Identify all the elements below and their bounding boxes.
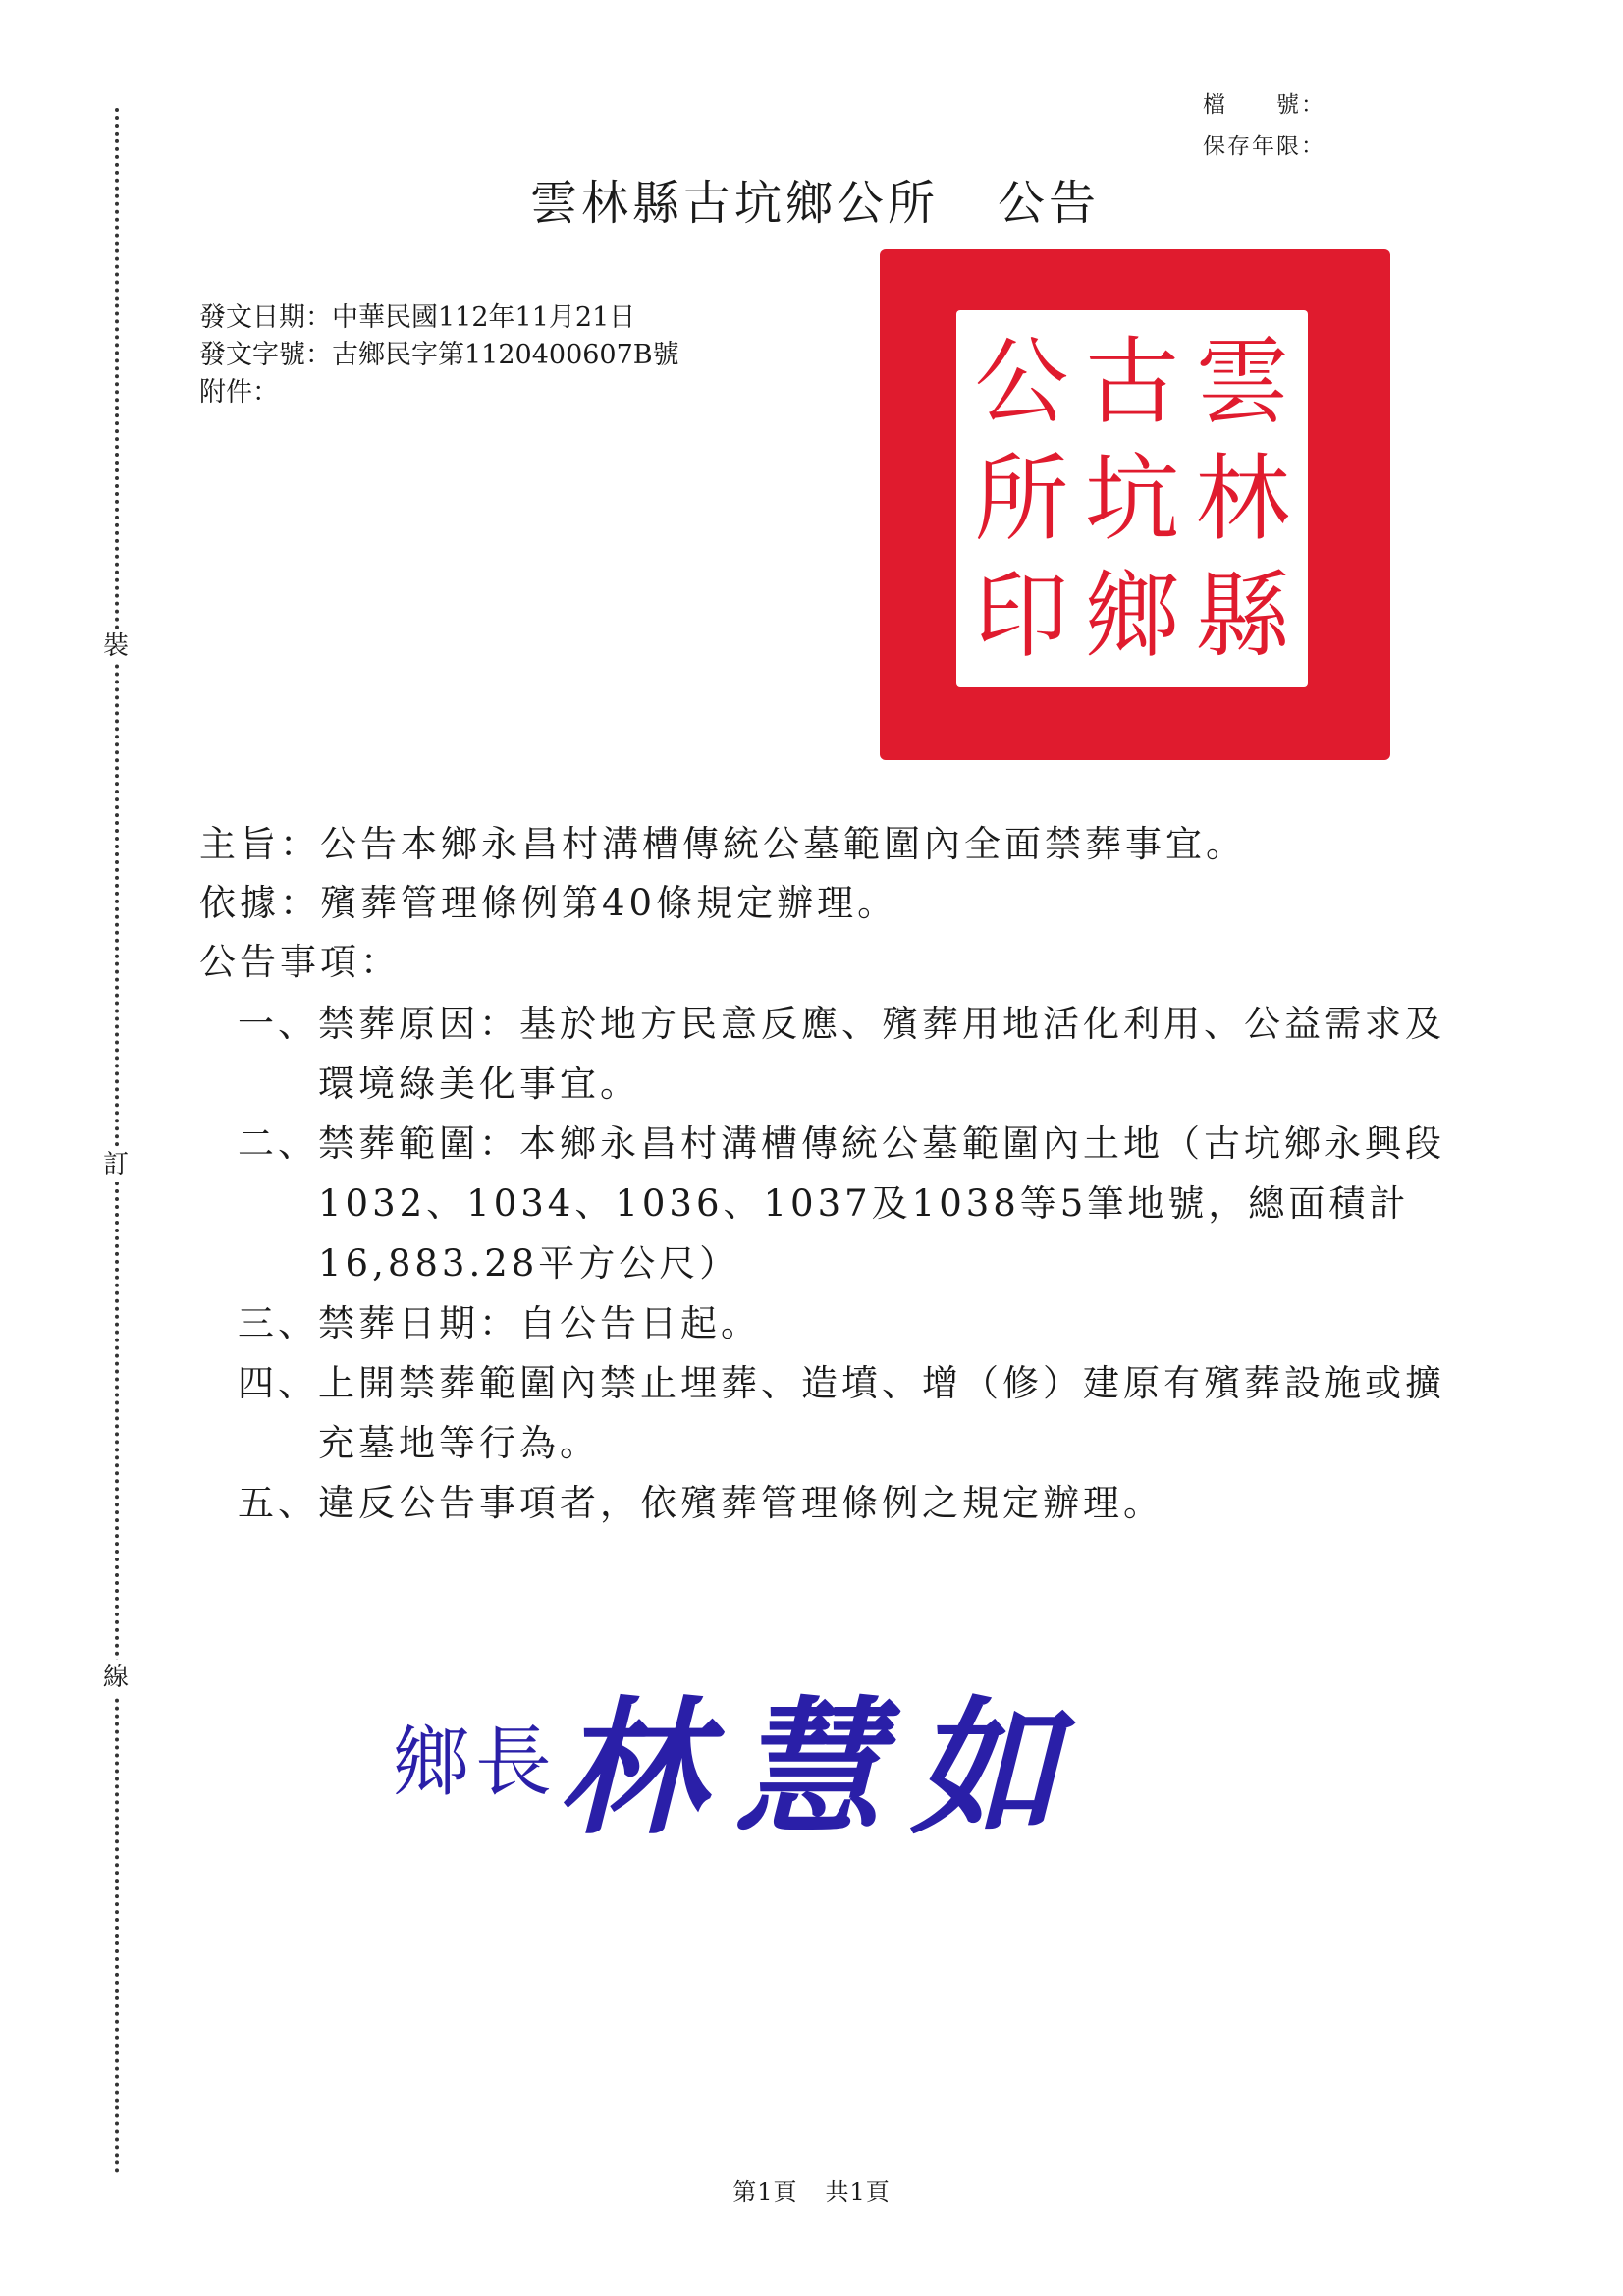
item-number: 五、 (238, 1482, 318, 1524)
binding-mark-xian: 線 (98, 1660, 134, 1695)
signature-stamp (393, 1650, 1088, 1862)
page-total: 共1頁 (825, 2178, 891, 2206)
list-item (238, 1114, 1455, 1293)
issue-date-value: 中華民國112年11月21日 (332, 302, 636, 333)
item-text: 違反公告事項者，依殯葬管理條例之規定辦理。 (318, 1482, 1163, 1524)
seal-characters (966, 324, 1298, 674)
issue-date-label: 發文日期： (199, 302, 332, 333)
attachment-label: 附件： (199, 377, 279, 408)
binding-mark-ding: 訂 (98, 1147, 134, 1182)
signatory-name: 林慧如 (558, 1682, 1089, 1855)
subject-text: 公告本鄉永昌村溝槽傳統公墓範圍內全面禁葬事宜。 (320, 823, 1246, 865)
seal-char: 印 (974, 560, 1069, 671)
header-info (199, 300, 679, 411)
list-item (238, 1293, 1455, 1353)
list-item (238, 994, 1455, 1114)
seal-char: 坑 (1085, 443, 1180, 554)
seal-char: 古 (1085, 327, 1180, 438)
issue-date-row (199, 300, 679, 337)
item-text: 禁葬範圍：本鄉永昌村溝槽傳統公墓範圍內土地（古坑鄉永興段1032、1034、1036、1037及1038等5筆地號，總面積計16,883.28平方公尺） (318, 1122, 1445, 1285)
seal-char: 所 (974, 443, 1069, 554)
document-type: 公告 (998, 176, 1101, 231)
notice-items (238, 994, 1455, 1533)
notice-body (199, 815, 1456, 992)
binding-dotted-line (115, 108, 119, 2175)
seal-char: 雲 (1195, 327, 1290, 438)
basis-text: 殯葬管理條例第40條規定辦理。 (320, 882, 898, 924)
list-item (238, 1473, 1455, 1533)
basis-label: 依據： (199, 882, 320, 924)
page-title (530, 165, 1100, 233)
basis-row (199, 874, 1456, 933)
file-meta (1203, 84, 1325, 167)
item-text: 禁葬原因：基於地方民意反應、殯葬用地活化利用、公益需求及環境綠美化事宜。 (318, 1003, 1445, 1105)
page-footer (0, 2172, 1623, 2207)
signatory-role: 鄉長 (393, 1719, 559, 1807)
subject-row (199, 815, 1456, 874)
reference-number-label: 發文字號： (199, 340, 332, 370)
item-number: 四、 (238, 1362, 318, 1404)
seal-char: 公 (974, 327, 1069, 438)
item-text: 上開禁葬範圍內禁止埋葬、造墳、增（修）建原有殯葬設施或擴充墓地等行為。 (318, 1362, 1445, 1464)
seal-inner (956, 310, 1308, 687)
item-number: 三、 (238, 1302, 318, 1344)
official-seal (880, 249, 1390, 760)
office-name: 雲林縣古坑鄉公所 (530, 176, 940, 231)
binding-mark-zhuang: 裝 (98, 629, 134, 664)
list-item (238, 1353, 1455, 1473)
reference-number-value: 古鄉民字第1120400607B號 (332, 340, 679, 370)
seal-char: 林 (1195, 443, 1290, 554)
page-number: 第1頁 (732, 2178, 798, 2206)
seal-char: 縣 (1195, 560, 1290, 671)
item-number: 一、 (238, 1003, 318, 1045)
attachment-row (199, 374, 679, 411)
file-number-label: 檔 號： (1203, 92, 1325, 118)
retention-label: 保存年限： (1203, 134, 1325, 159)
item-text: 禁葬日期：自公告日起。 (318, 1302, 761, 1344)
subject-label: 主旨： (199, 823, 320, 865)
notice-heading: 公告事項： (199, 941, 401, 983)
reference-number-row (199, 337, 679, 374)
seal-char: 鄉 (1085, 560, 1180, 671)
item-number: 二、 (238, 1122, 318, 1165)
